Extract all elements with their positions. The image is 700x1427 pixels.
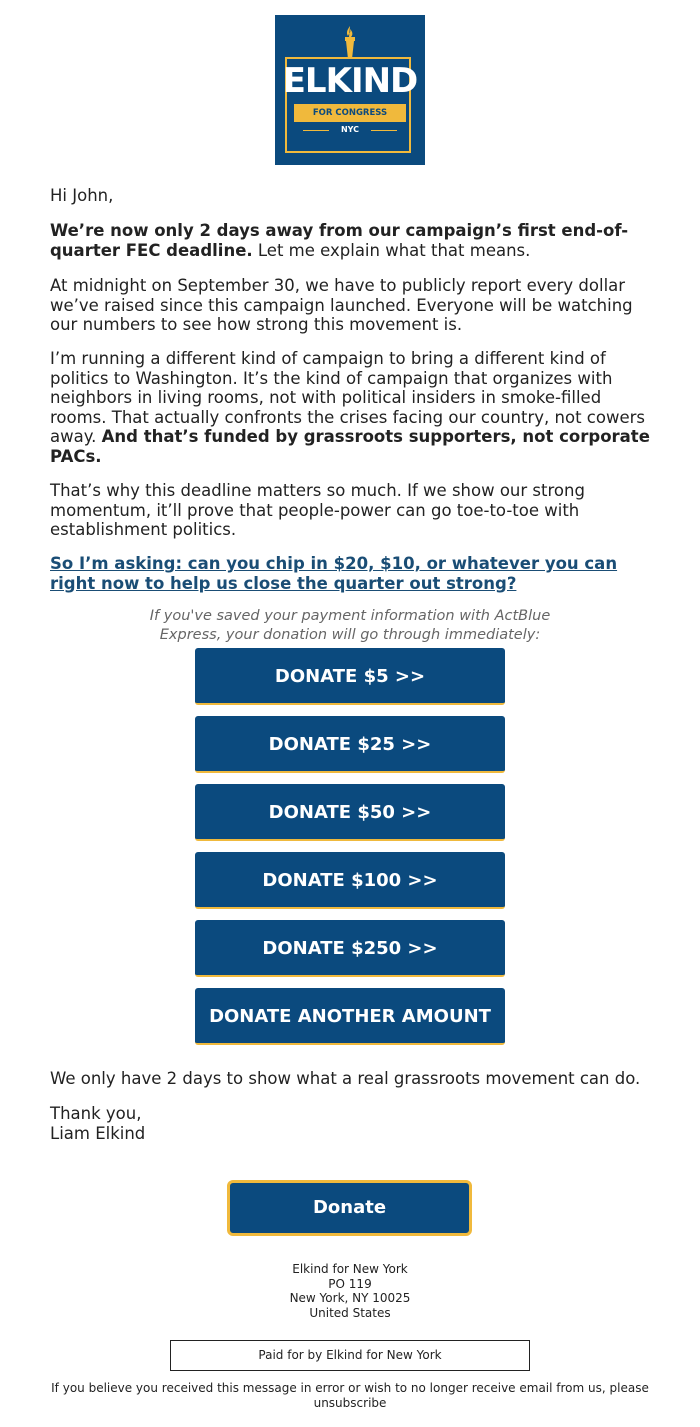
signoff-text: Thank you, xyxy=(50,1104,142,1123)
campaign-text: I’m running a different kind of campaign to bring a different kind of politics to Washington. It’s the kind of campaign that organizes with neighbors in living rooms, not with political insiders in smoke-filled rooms. That actually confronts the crises facing our country, not cowers away. xyxy=(50,349,645,446)
greeting: Hi John, xyxy=(50,186,114,205)
logo-name: ELKIND xyxy=(282,61,418,101)
paragraph-deadline xyxy=(50,221,660,260)
donate-250-button[interactable]: DONATE $250 >> xyxy=(195,920,505,977)
logo-city: NYC xyxy=(340,125,360,134)
logo-band: FOR CONGRESS xyxy=(294,104,406,122)
logo-rule-right xyxy=(371,130,397,131)
signature: Liam Elkind xyxy=(50,1123,146,1143)
donate-another-amount-button[interactable]: DONATE ANOTHER AMOUNT xyxy=(195,988,505,1045)
torch-icon xyxy=(341,25,359,61)
actblue-express-note: If you've saved your payment information with ActBlue Express, your donation will go through immediately: xyxy=(149,608,551,643)
paid-for-disclaimer: Paid for by Elkind for New York xyxy=(170,1340,530,1371)
deadline-rest-text: Let me explain what that means. xyxy=(252,240,531,260)
donate-25-button[interactable]: DONATE $25 >> xyxy=(195,716,505,773)
donate-button[interactable]: Donate xyxy=(227,1180,472,1236)
address-country: United States xyxy=(309,1305,391,1320)
address-org: Elkind for New York xyxy=(292,1262,408,1276)
unsubscribe-notice[interactable]: If you believe you received this message in error or wish to no longer receive email from us, please unsubscribe xyxy=(51,1381,649,1410)
paragraph-momentum: That’s why this deadline matters so much. If we show our strong momentum, it’ll prove that people-power can go toe-to-toe with establishment politics. xyxy=(50,481,585,539)
mailing-address xyxy=(150,1262,550,1320)
campaign-logo xyxy=(275,15,425,165)
logo-rule-left xyxy=(303,130,329,131)
donate-5-button[interactable]: DONATE $5 >> xyxy=(195,648,505,705)
signoff xyxy=(50,1104,660,1143)
closing-text: We only have 2 days to show what a real grassroots movement can do. xyxy=(50,1069,641,1088)
ask-paragraph xyxy=(50,554,660,593)
address-city-state: New York, NY 10025 xyxy=(289,1291,411,1305)
donate-100-button[interactable]: DONATE $100 >> xyxy=(195,852,505,909)
address-po: PO 119 xyxy=(328,1276,372,1291)
campaign-bold-text: And that’s funded by grassroots supporters, not corporate PACs. xyxy=(50,427,650,466)
donate-50-button[interactable]: DONATE $50 >> xyxy=(195,784,505,841)
donation-ask-link[interactable]: So I’m asking: can you chip in $20, $10, or whatever you can right now to help us close the quarter out strong? xyxy=(50,554,618,593)
paragraph-reporting: At midnight on September 30, we have to publicly report every dollar we’ve raised since this campaign launched. Everyone will be watching our numbers to see how strong this movement is. xyxy=(50,276,633,334)
paragraph-campaign xyxy=(50,349,660,466)
deadline-bold-text: We’re now only 2 days away from our campaign’s first end-of-quarter FEC deadline. xyxy=(50,221,629,260)
